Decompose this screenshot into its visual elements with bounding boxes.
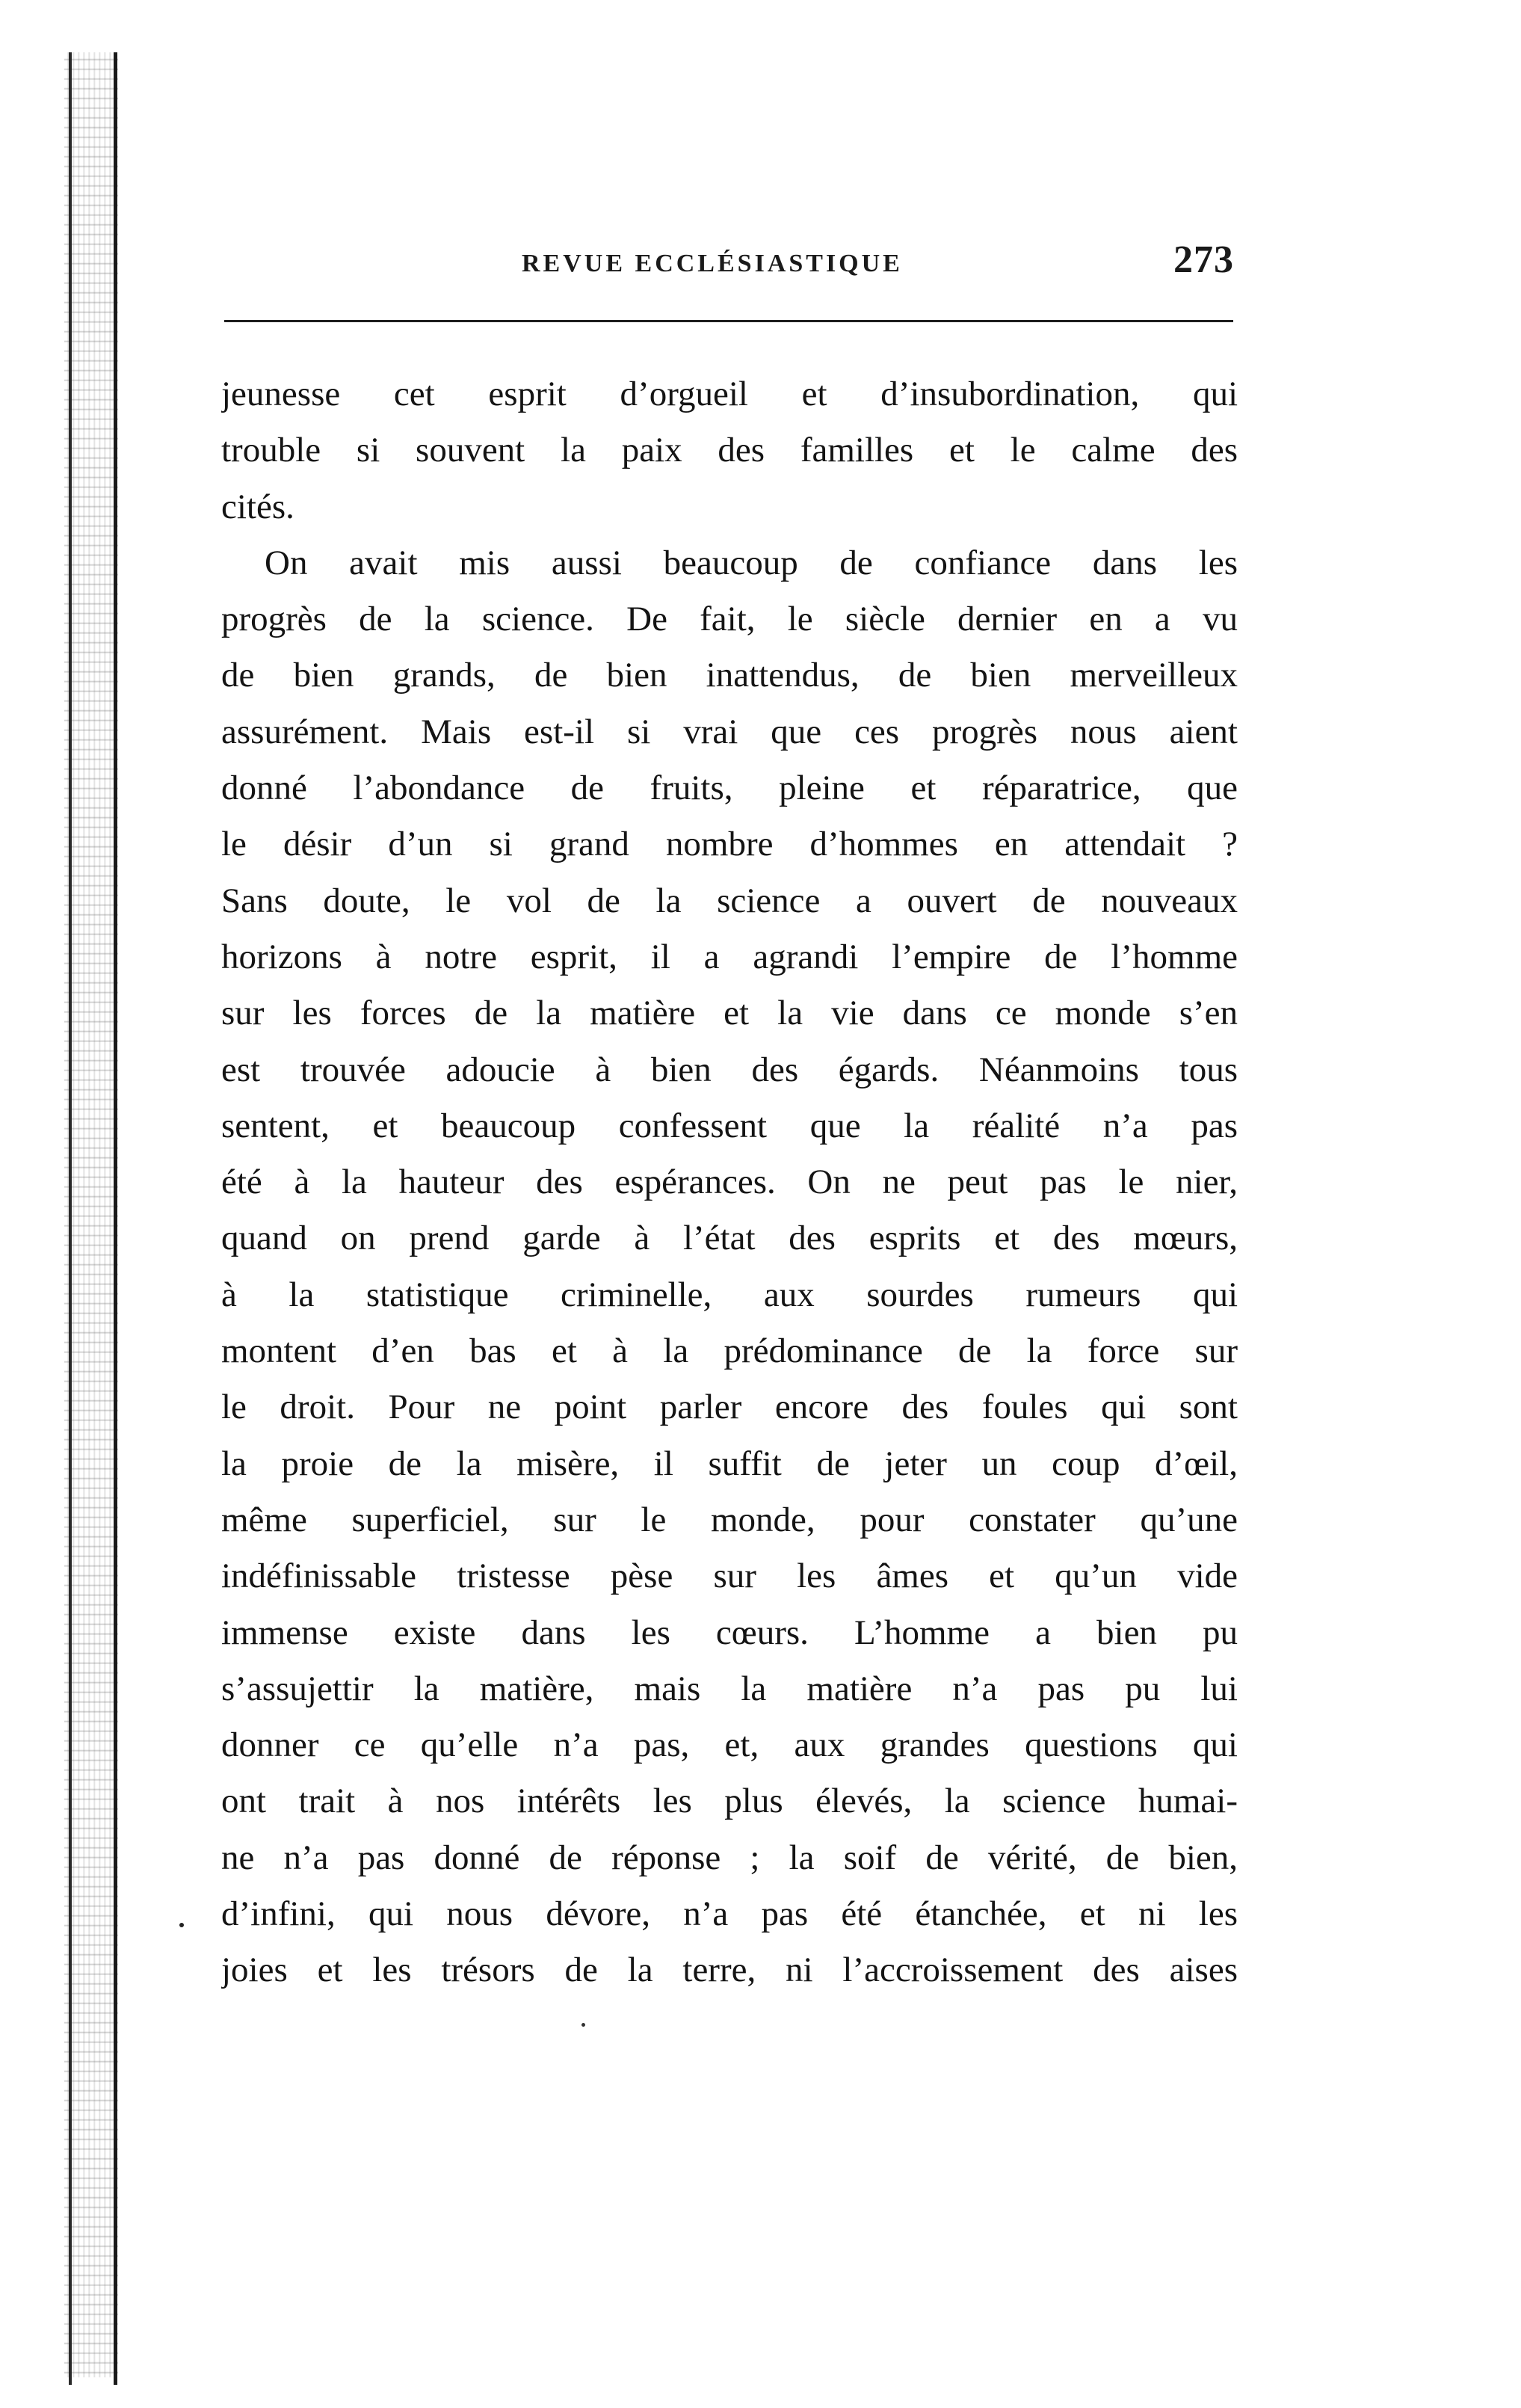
text-line: horizons à notre esprit, il a agrandi l’empire de l’homme bbox=[221, 937, 1238, 976]
text-line: sentent, et beaucoup confessent que la réalité n’a pas bbox=[221, 1106, 1238, 1145]
binding-edge-right bbox=[114, 52, 117, 2385]
text-line: indéfinissable tristesse pèse sur les âmes et qu’un vide bbox=[221, 1556, 1238, 1596]
text-line: quand on prend garde à l’état des esprits et des mœurs, bbox=[221, 1219, 1238, 1258]
text-line: trouble si souvent la paix des familles et le calme des bbox=[221, 431, 1238, 470]
binding-edge-left bbox=[69, 52, 72, 2385]
text-line: cités. bbox=[221, 487, 294, 526]
text-line: montent d’en bas et à la prédominance de la force sur bbox=[221, 1331, 1238, 1371]
text-line: sur les forces de la matière et la vie dans ce monde s’en bbox=[221, 994, 1238, 1033]
text-line: le droit. Pour ne point parler encore des foules qui sont bbox=[221, 1388, 1238, 1427]
text-line: Sans doute, le vol de la science a ouvert de nouveaux bbox=[221, 881, 1238, 920]
text-line: donner ce qu’elle n’a pas, et, aux grandes questions qui bbox=[221, 1725, 1238, 1765]
text-line: ne n’a pas donné de réponse ; la soif de vérité, de bien, bbox=[221, 1838, 1238, 1877]
page-number: 273 bbox=[1173, 238, 1234, 281]
margin-dot bbox=[179, 1923, 184, 1927]
text-line: été à la hauteur des espérances. On ne peut pas le nier, bbox=[221, 1163, 1238, 1202]
text-line: ont trait à nos intérêts les plus élevés, la science humai- bbox=[221, 1782, 1238, 1821]
text-line: le désir d’un si grand nombre d’hommes en attendait ? bbox=[221, 825, 1238, 864]
text-line: s’assujettir la matière, mais la matière n’a pas pu lui bbox=[221, 1669, 1238, 1708]
text-line: progrès de la science. De fait, le siècle dernier en a vu bbox=[221, 600, 1238, 639]
binding-shadow bbox=[64, 52, 118, 2377]
text-line: jeunesse cet esprit d’orgueil et d’insubordination, qui bbox=[221, 375, 1238, 413]
text-line: de bien grands, de bien inattendus, de bien merveilleux bbox=[221, 656, 1238, 695]
text-line: est trouvée adoucie à bien des égards. Néanmoins tous bbox=[221, 1050, 1238, 1089]
running-head: REVUE ECCLÉSIASTIQUE bbox=[522, 250, 903, 277]
text-line: à la statistique criminelle, aux sourdes rumeurs qui bbox=[221, 1275, 1238, 1314]
text-line: donné l’abondance de fruits, pleine et réparatrice, que bbox=[221, 769, 1238, 808]
text-line: même superficiel, sur le monde, pour constater qu’une bbox=[221, 1500, 1238, 1539]
text-line: la proie de la misère, il suffit de jeter un coup d’œil, bbox=[221, 1444, 1238, 1483]
header-rule bbox=[224, 320, 1233, 322]
text-line: immense existe dans les cœurs. L’homme a bien pu bbox=[221, 1613, 1238, 1652]
text-line: d’infini, qui nous dévore, n’a pas été étanchée, et ni les bbox=[221, 1894, 1238, 1934]
body-text bbox=[221, 366, 1238, 1999]
text-line: assurément. Mais est-il si vrai que ces progrès nous aient bbox=[221, 712, 1238, 751]
text-line: On avait mis aussi beaucoup de confiance dans les bbox=[265, 543, 1238, 582]
printer-dot bbox=[581, 2023, 585, 2027]
text-line: joies et les trésors de la terre, ni l’accroissement des aises bbox=[221, 1950, 1238, 1990]
